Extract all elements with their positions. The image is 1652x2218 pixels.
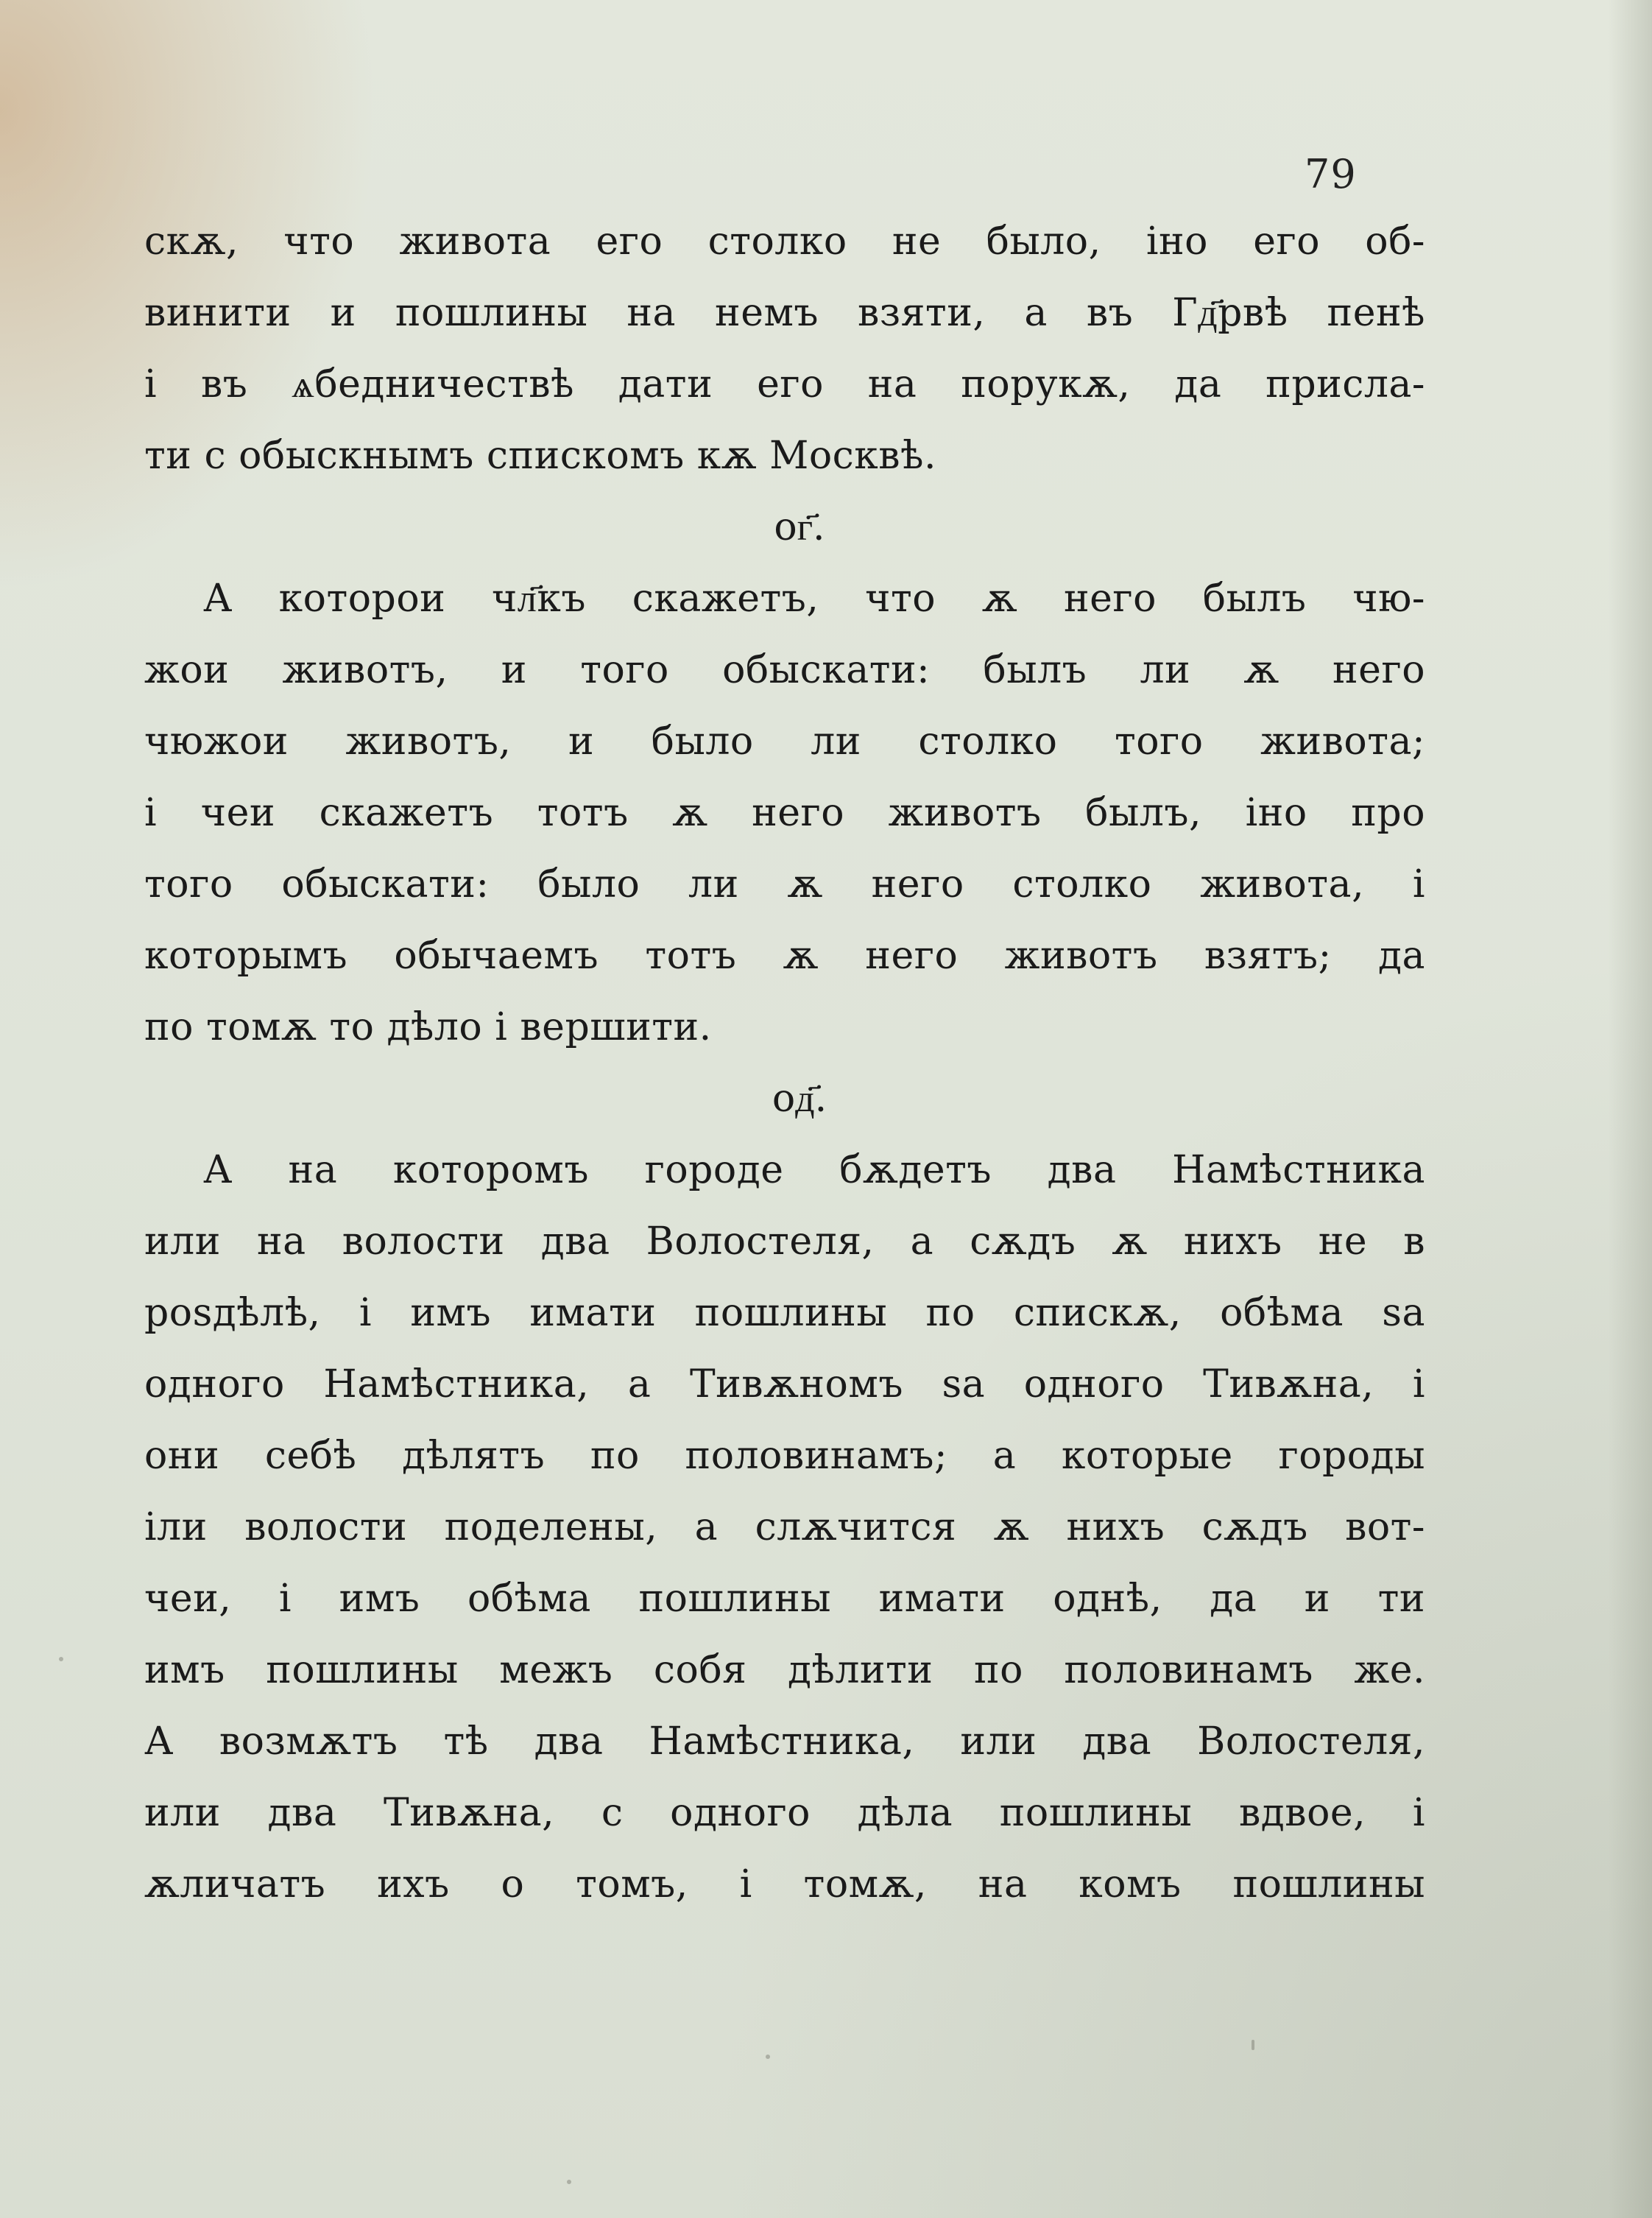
text-line: по томѫ то дѣло і вершити. [144, 1005, 712, 1049]
section-number: ог҃. [774, 505, 825, 549]
paper-speck [766, 2055, 770, 2059]
page-gutter-shadow [1608, 0, 1652, 2218]
paper-speck [1252, 2040, 1254, 2050]
text-line: скѫ, что живота его столко не было, іно его об- [144, 219, 1425, 264]
text-line: іли волости поделены, а слѫчится ѫ нихъ сѫдъ вот- [144, 1505, 1425, 1549]
section-number: од҃. [772, 1077, 827, 1121]
text-line: і чеи скажетъ тотъ ѫ него животъ былъ, іно про [144, 791, 1425, 835]
text-line: или на волости два Волостеля, а сѫдъ ѫ нихъ не в [144, 1219, 1425, 1264]
text-line: имъ пошлины межъ собя дѣлити по половинамъ же. [144, 1648, 1425, 1692]
paper-speck [59, 1657, 63, 1661]
page-number: 79 [1305, 151, 1357, 197]
text-line: чюжои животъ, и было ли столко того живота; [144, 719, 1425, 764]
text-line: того обыскати: было ли ѫ него столко живота, і [144, 862, 1425, 906]
page-text [144, 206, 1425, 1920]
text-line: они себѣ дѣлятъ по половинамъ; а которые городы [144, 1434, 1425, 1478]
paper-speck [567, 2180, 571, 2184]
text-line: А которои чл҃къ скажетъ, что ѫ него былъ чю- [203, 577, 1425, 621]
text-line: одного Намѣстника, а Тивѫномъ ѕа одного Тивѫна, і [144, 1362, 1425, 1407]
text-line: жои животъ, и того обыскати: былъ ли ѫ него [144, 648, 1425, 692]
text-line: А на которомъ городе бѫдетъ два Намѣстника [203, 1148, 1425, 1192]
text-line: чеи, і имъ обѣма пошлины имати однѣ, да и ти [144, 1577, 1425, 1621]
text-line: или два Тивѫна, с одного дѣла пошлины вдвое, і [144, 1791, 1425, 1835]
text-line: і въ ѧбедничествѣ дати его на порукѫ, да присла- [144, 362, 1425, 406]
text-line: ѫличатъ ихъ о томъ, і томѫ, на комъ пошлины [144, 1862, 1425, 1907]
text-line: ти с обыскнымъ спискомъ кѫ Москвѣ. [144, 434, 936, 478]
text-line: роѕдѣлѣ, і имъ имати пошлины по спискѫ, обѣма ѕа [144, 1291, 1425, 1335]
text-line: А возмѫтъ тѣ два Намѣстника, или два Волостеля, [144, 1719, 1425, 1764]
text-line: которымъ обычаемъ тотъ ѫ него животъ взятъ; да [144, 934, 1425, 978]
text-line: винити и пошлины на немъ взяти, а въ Гд҃рвѣ пенѣ [144, 291, 1425, 335]
